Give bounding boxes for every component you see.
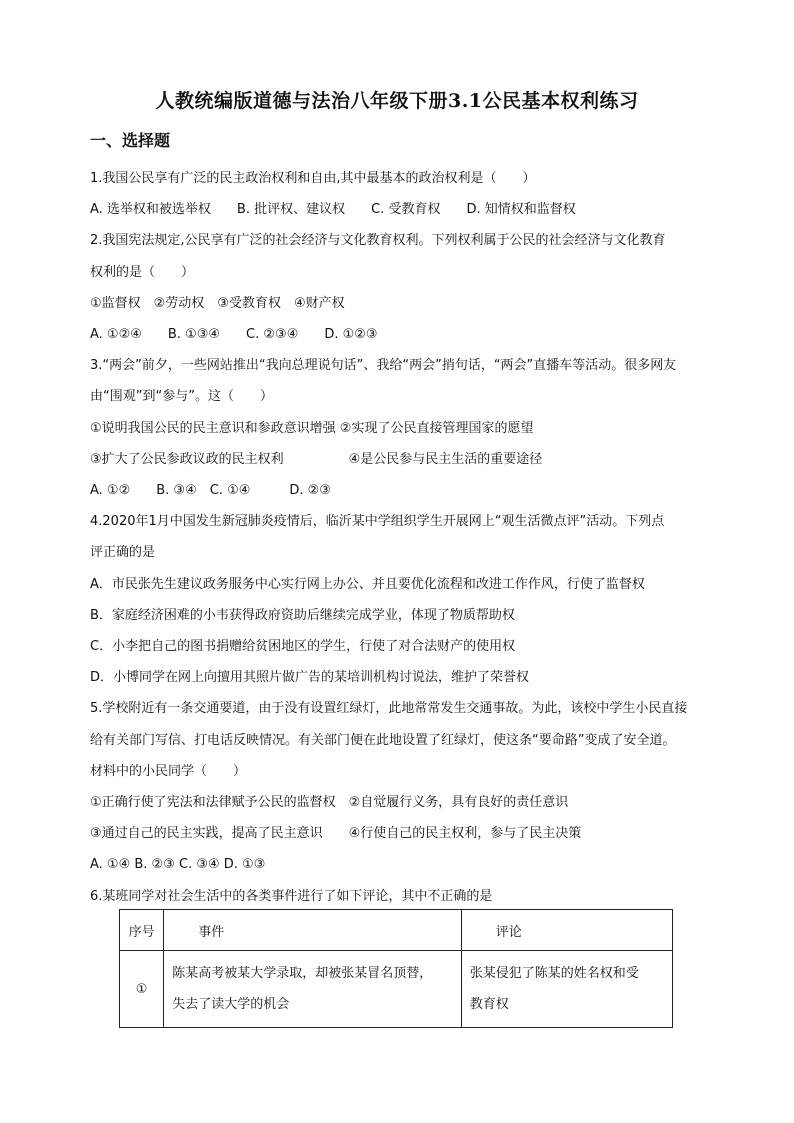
table-header-no: 序号 <box>120 910 164 951</box>
question-2-items: ①监督权 ②劳动权 ③受教育权 ④财产权 <box>90 295 345 311</box>
table-cell-comment <box>461 951 672 1028</box>
question-4-option-d: D．小博同学在网上向擅用其照片做广告的某培训机构讨说法，维护了荣誉权 <box>90 670 530 686</box>
section-heading: 一、选择题 <box>90 131 171 150</box>
question-5-stem-cont: 给有关部门写信、打电话反映情况。有关部门便在此地设置了红绿灯，使这条“要命路”变成了安全道。 <box>90 732 676 748</box>
question-5-items-b: ③通过自己的民主实践，提高了民主意识 ④行使自己的民主权利，参与了民主决策 <box>90 826 582 842</box>
page-title: 人教统编版道德与法治八年级下册3.1公民基本权利练习 <box>155 90 639 112</box>
question-3-stem-cont: 由“围观”到“参与”。这（ ） <box>90 389 273 405</box>
question-5-stem-end: 材料中的小民同学（ ） <box>90 763 247 779</box>
question-1-options: A. 选举权和被选举权 B. 批评权、建议权 C. 受教育权 D. 知情权和监督权 <box>90 202 576 218</box>
question-4-option-a: A．市民张先生建议政务服务中心实行网上办公、并且要优化流程和改进工作作风，行使了监督权 <box>90 576 645 592</box>
question-2-stem-cont: 权利的是（ ） <box>90 264 195 280</box>
question-2-options: A. ①②④ B. ①③④ C. ②③④ D. ①②③ <box>90 327 378 343</box>
table-cell-event-line1: 陈某高考被某大学录取，却被张某冒名顶替， <box>172 966 433 981</box>
table-cell-event <box>164 951 462 1028</box>
question-3-stem: 3.“两会”前夕，一些网站推出“我向总理说句话”、我给“两会”捎句话，“两会”直播车等活动。很多网友 <box>90 358 677 374</box>
question-5-stem: 5.学校附近有一条交通要道，由于没有设置红绿灯，此地常常发生交通事故。为此，该校中学生小民直接 <box>90 701 688 717</box>
table-cell-event-line2: 失去了读大学的机会 <box>172 997 290 1012</box>
question-list <box>90 163 740 912</box>
question-4-option-c: C．小李把自己的图书捐赠给贫困地区的学生，行使了对合法财产的使用权 <box>90 639 516 655</box>
table-row <box>120 951 673 1028</box>
table-header-row <box>120 910 673 951</box>
question-2-stem: 2.我国宪法规定,公民享有广泛的社会经济与文化教育权利。下列权利属于公民的社会经济与文化教育 <box>90 233 666 249</box>
question-5-options: A. ①④ B. ②③ C. ③④ D. ①③ <box>90 857 266 873</box>
question-3-items-a: ①说明我国公民的民主意识和参政意识增强 ②实现了公民直接管理国家的愿望 <box>90 420 534 436</box>
table-header-comment: 评论 <box>461 910 672 951</box>
question-1-stem: 1.我国公民享有广泛的民主政治权利和自由,其中最基本的政治权利是（ ） <box>90 171 536 186</box>
table-header-event: 事件 <box>164 910 462 951</box>
table-cell-comment-line1: 张某侵犯了陈某的姓名权和受 <box>469 966 639 981</box>
question-3-items-b: ③扩大了公民参政议政的民主权利 ④是公民参与民主生活的重要途径 <box>90 451 543 467</box>
table-cell-comment-line2: 教育权 <box>469 997 509 1012</box>
question-4-stem-cont: 评正确的是 <box>90 545 156 561</box>
question-6-table <box>119 909 673 1028</box>
question-4-option-b: B．家庭经济困难的小韦获得政府资助后继续完成学业，体现了物质帮助权 <box>90 607 515 623</box>
question-3-options: A. ①② B. ③④ C. ①④ D. ②③ <box>90 483 331 499</box>
table-cell-no: ① <box>120 951 164 1028</box>
question-6-stem: 6.某班同学对社会生活中的各类事件进行了如下评论，其中不正确的是 <box>90 888 493 904</box>
question-4-stem: 4.2020年1月中国发生新冠肺炎疫情后，临沂某中学组织学生开展网上“观生活微点评”活动。下列点 <box>90 514 665 530</box>
question-5-items-a: ①正确行使了宪法和法律赋予公民的监督权 ②自觉履行义务，具有良好的责任意识 <box>90 795 569 811</box>
